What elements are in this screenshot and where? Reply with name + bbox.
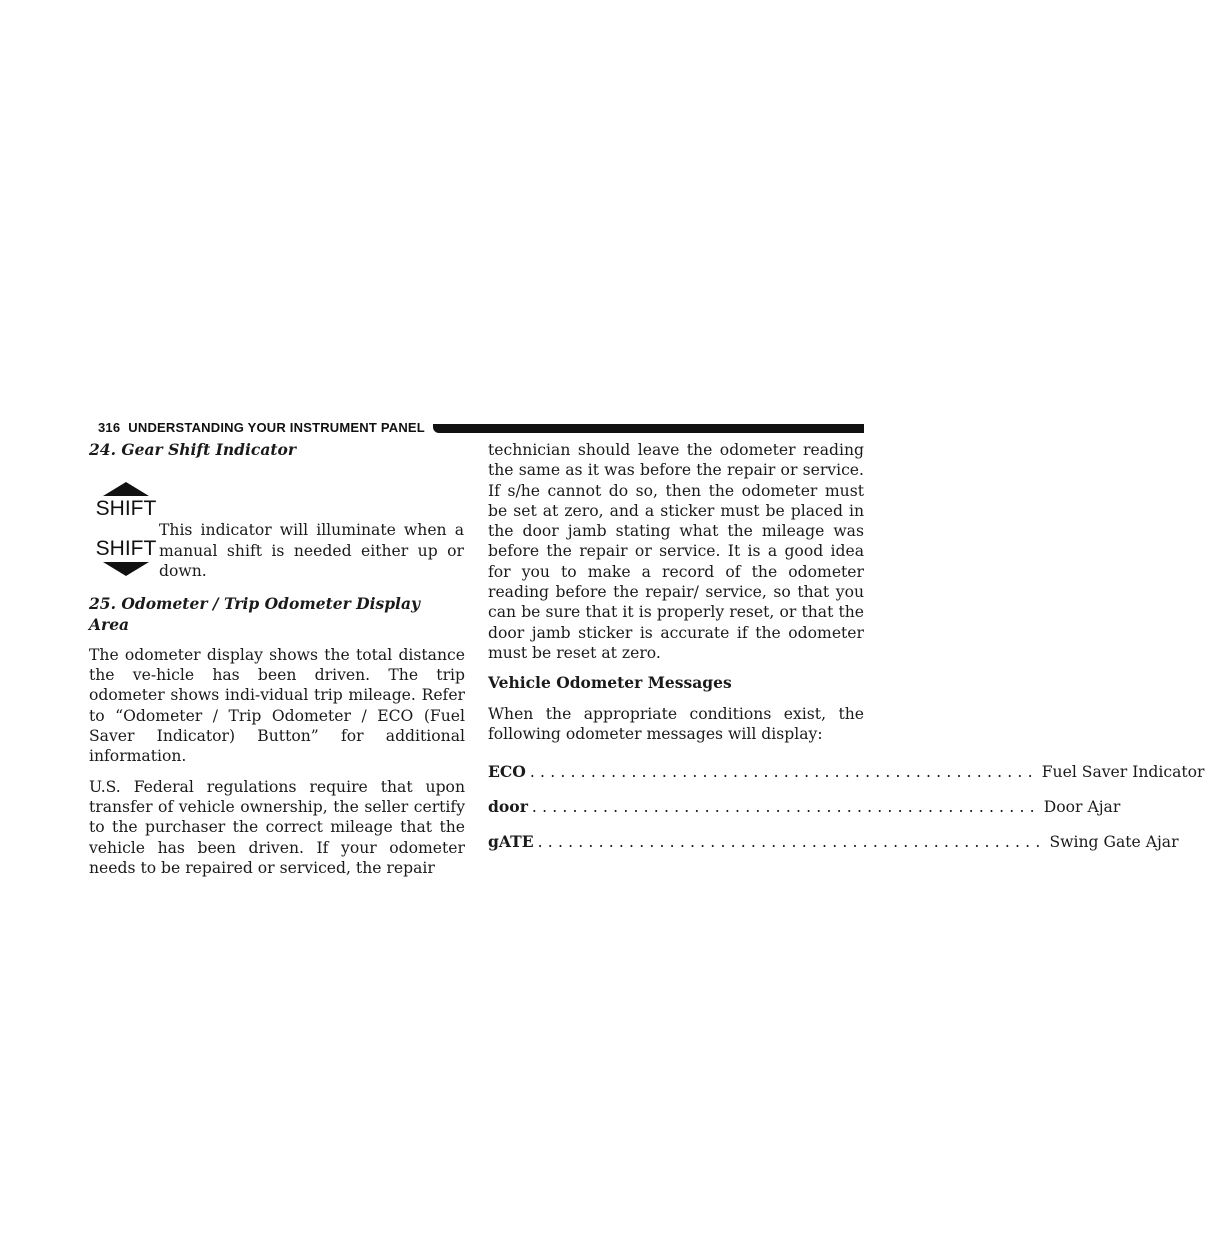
odometer-messages-list xyxy=(488,762,1205,852)
odometer-messages-intro: When the appropriate conditions exist, the following odometer messages will display: xyxy=(488,704,864,743)
message-description: Fuel Saver Indicator xyxy=(1041,763,1205,782)
message-description: Door Ajar xyxy=(1043,798,1121,817)
header-rule xyxy=(433,424,864,433)
odometer-paragraph-1: The odometer display shows the total distance the ve-hicle has been driven. The trip odometer shows indi-vidual trip mileage. Refer to “Odometer / Trip Odometer / ECO (Fuel Saver Indicator) Button” for additional information. xyxy=(89,645,465,766)
page-number: 316 xyxy=(98,419,121,435)
leader-dots: .................................................. xyxy=(529,763,1038,782)
leader-dots: .................................................. xyxy=(531,798,1040,817)
gear-shift-block xyxy=(89,482,465,594)
shift-up-icon xyxy=(95,482,157,520)
message-code: door xyxy=(488,797,528,817)
shift-down-icon xyxy=(95,538,157,576)
gear-shift-heading: 24. Gear Shift Indicator xyxy=(89,440,297,459)
message-row xyxy=(488,762,1205,782)
page-header xyxy=(98,418,864,436)
message-code: ECO xyxy=(488,762,526,782)
message-row xyxy=(488,832,1179,852)
odometer-paragraph-continued: technician should leave the odometer reading the same as it was before the repair or service. If s/he cannot do so, then the odometer must be set at zero, and a sticker must be placed in the door jamb stating what the mileage was before the repair or service. It is a good idea for you to make a record of the odometer reading before the repair/ service, so that you can be sure that it is properly reset, or that the door jamb sticker is accurate if the odometer must be reset at zero. xyxy=(488,441,864,662)
shift-up-label: SHIFT xyxy=(95,497,157,521)
chapter-title: UNDERSTANDING YOUR INSTRUMENT PANEL xyxy=(128,419,425,435)
right-column xyxy=(488,440,1205,852)
message-code: gATE xyxy=(488,832,534,852)
odometer-heading: 25. Odometer / Trip Odometer Display Area xyxy=(89,594,420,634)
message-description: Swing Gate Ajar xyxy=(1049,833,1179,852)
odometer-messages-heading: Vehicle Odometer Messages xyxy=(488,673,732,693)
gear-shift-description: This indicator will illuminate when a manual shift is needed either up or down. xyxy=(159,521,464,580)
shift-down-label: SHIFT xyxy=(95,537,157,561)
down-arrow-icon xyxy=(103,562,149,576)
left-column xyxy=(89,440,465,888)
message-row xyxy=(488,797,1121,817)
odometer-paragraph-2: U.S. Federal regulations require that upon transfer of vehicle ownership, the seller certify to the purchaser the correct mileage that the vehicle has been driven. If your odometer needs to be repaired or serviced, the repair xyxy=(89,777,465,877)
leader-dots: .................................................. xyxy=(537,833,1046,852)
up-arrow-icon xyxy=(103,482,149,496)
